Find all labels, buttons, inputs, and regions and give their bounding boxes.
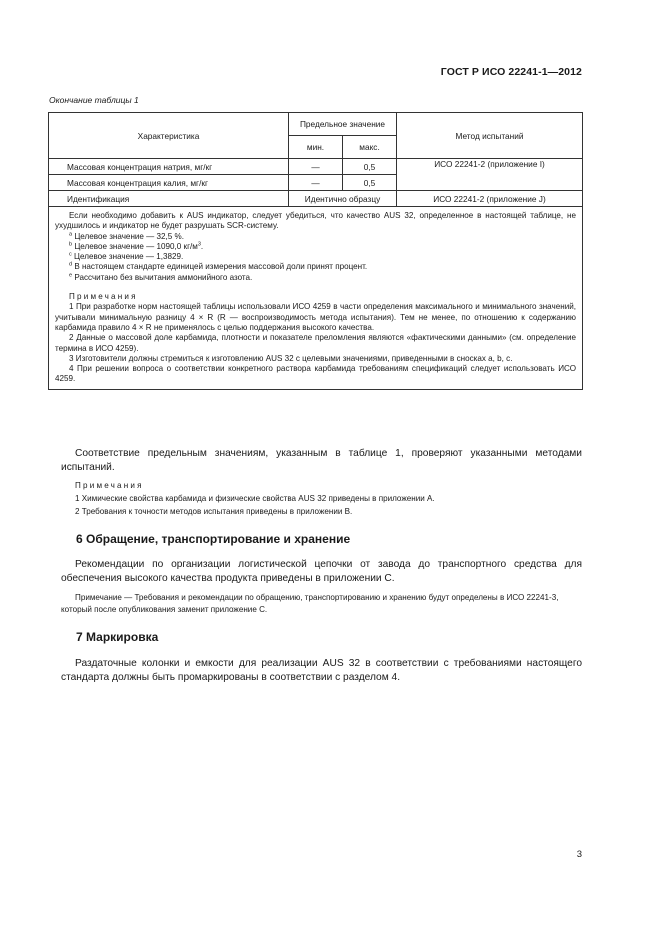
after-note-1: 1 Химические свойства карбамида и физические свойства AUS 32 приведены в приложении А. — [75, 494, 435, 503]
section-6-note: Примечание — Требования и рекомендации по обращению, транспортированию и хранению будут определены в ИСО 22241-3, который после опубликования заменит приложение С. — [61, 593, 559, 614]
table-intro-note: Если необходимо добавить к AUS индикатор, следует убедиться, что качество AUS 32, определенное в настоящей таблице, не ухудшилось и индикатор не будет разрушать SCR-систему. — [55, 211, 576, 231]
section-6-title: 6 Обращение, транспортирование и хранение — [76, 532, 351, 546]
notes-heading: Примечания — [69, 292, 138, 302]
page-number: 3 — [576, 849, 582, 860]
header-min: мин. — [289, 136, 343, 159]
header-limit-value: Предельное значение — [289, 113, 397, 136]
row-max: 0,5 — [343, 159, 397, 175]
row-method: ИСО 22241-2 (приложение J) — [397, 191, 583, 207]
after-note-2: 2 Требования к точности методов испытания приведены в приложении В. — [75, 507, 353, 516]
row-characteristic: Идентификация — [49, 191, 289, 207]
footnote-b: $^b$ Целевое значение — 1090,0 $кг/м^3$. — [69, 241, 204, 251]
footnote-c: $^c$ Целевое значение — 1,3829. — [69, 251, 184, 262]
row-characteristic: Массовая концентрация натрия, мг/кг — [49, 159, 289, 175]
table-note-2: 2 Данные о массовой доле карбамида, плотности и показателе преломления являются «фактическими данными» (см. определение термина в ИСО 4259). — [55, 333, 576, 353]
spec-table — [48, 112, 583, 390]
row-max: 0,5 — [343, 175, 397, 191]
table-note-1: 1 При разработке норм настоящей таблицы использовали ИСО 4259 в части определения максимального и минимального значений, учитывали минимальную разницу 4 × R (R — воспроизводимость метода испытания). Тем не менее, по отношению к содержанию карбамида правило 4 × R не применялось с целью поддержания высокого качества. — [55, 302, 576, 332]
table-caption: Окончание таблицы 1 — [49, 95, 139, 105]
header-max: макс. — [343, 136, 397, 159]
footnote-d: $^d$ В настоящем стандарте единицей измерения массовой доли принят процент. — [69, 261, 368, 272]
row-min: — — [289, 159, 343, 175]
header-test-method: Метод испытаний — [397, 113, 583, 159]
table-note-4: 4 При решении вопроса о соответствии конкретного раствора карбамида требованиям спецификаций следует использовать ИСО 4259. — [55, 364, 576, 384]
row-limit-merged: Идентично образцу — [289, 191, 397, 207]
document-code: ГОСТ Р ИСО 22241-1—2012 — [440, 66, 582, 78]
footnote-a: $^a$ Целевое значение — 32,5 %. — [69, 230, 184, 241]
header-characteristic: Характеристика — [49, 113, 289, 159]
row-characteristic: Массовая концентрация калия, мг/кг — [49, 175, 289, 191]
after-notes-heading: Примечания — [75, 481, 144, 490]
table-row — [49, 159, 583, 175]
compliance-paragraph: Соответствие предельным значениям, указанным в таблице 1, проверяют указанными методами испытаний. — [61, 448, 582, 473]
section-7-title: 7 Маркировка — [76, 630, 159, 644]
row-min: — — [289, 175, 343, 191]
row-method: ИСО 22241-2 (приложение I) — [397, 159, 583, 191]
table-row — [49, 191, 583, 207]
section-6-paragraph: Рекомендации по организации логистической цепочки от завода до транспортного средства для обеспечения высокого качества продукта приведены в приложении С. — [61, 559, 582, 584]
table-note-3: 3 Изготовители должны стремиться к изготовлению AUS 32 с целевыми значениями, приведенными в сносках a, b, c. — [69, 353, 513, 363]
section-7-paragraph: Раздаточные колонки и емкости для реализации AUS 32 в соответствии с требованиями настоящего стандарта должны быть промаркированы в соответствии с разделом 4. — [61, 658, 582, 683]
table-notes — [49, 207, 583, 390]
footnote-e: $^e$ Рассчитано без вычитания аммонийного азота. — [69, 272, 253, 282]
